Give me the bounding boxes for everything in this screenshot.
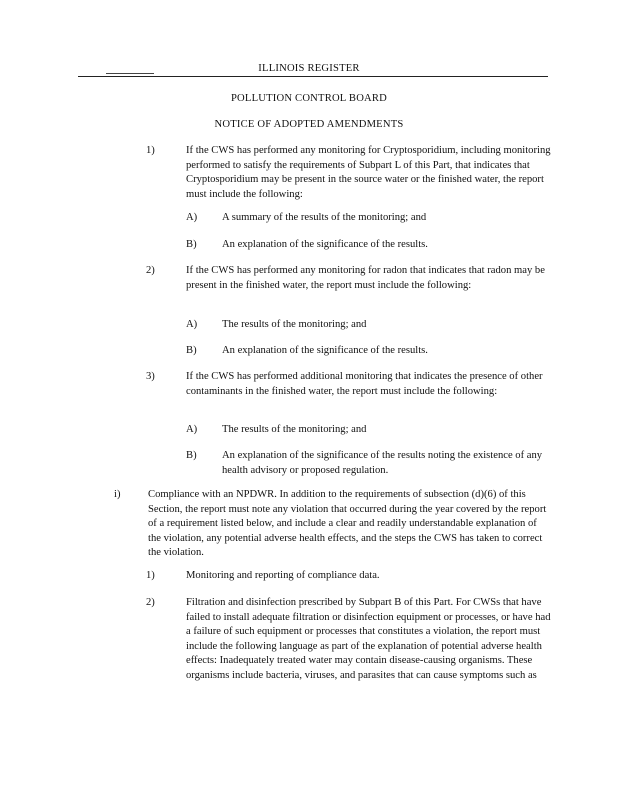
item-marker: B) bbox=[186, 450, 197, 461]
item-marker: 2) bbox=[146, 597, 155, 608]
item-text: Compliance with an NPDWR. In addition to the requirements of subsection (d)(6) of this Section, the report must note any violation that occurred during the year covered by the report of a requirement listed below, and include a clear and readily understandable explanation of the violation, any potential adverse health effects, and the steps the CWS has taken to correct the violation. bbox=[148, 489, 547, 559]
board-title: POLLUTION CONTROL BOARD bbox=[230, 93, 388, 104]
item-marker: 2) bbox=[146, 265, 155, 276]
notice-title: NOTICE OF ADOPTED AMENDMENTS bbox=[214, 119, 404, 130]
item-marker: 3) bbox=[146, 371, 155, 382]
item-text: The results of the monitoring; and bbox=[222, 319, 367, 330]
item-text: The results of the monitoring; and bbox=[222, 424, 367, 435]
register-title: ILLINOIS REGISTER bbox=[258, 63, 360, 74]
item-marker: A) bbox=[186, 319, 198, 330]
item-text: If the CWS has performed any monitoring for Cryptosporidium, including monitoring performed to satisfy the requirements of Subpart L of this Part, that indicates that Cryptosporidium may be present in the source water or the finished water, the report must include the following: bbox=[186, 145, 551, 200]
item-text: An explanation of the significance of the results noting the existence of any health advisory or proposed regulation. bbox=[222, 450, 543, 476]
item-text: Filtration and disinfection prescribed by Subpart B of this Part. For CWSs that have failed to install adequate filtration or disinfection equipment or processes, or have had a failure of such equipment or processes that constitutes a violation, the report must include the following language as part of the explanation of potential adverse health effects: Inadequately treated water may contain disease-causing organisms. These organisms include bacteria, viruses, and parasites that can cause symptoms such as bbox=[186, 597, 551, 681]
item-text: Monitoring and reporting of compliance data. bbox=[186, 570, 380, 581]
item-text: If the CWS has performed any monitoring for radon that indicates that radon may be present in the finished water, the report must include the following: bbox=[186, 265, 545, 291]
item-marker: B) bbox=[186, 345, 197, 356]
item-text: An explanation of the significance of the results. bbox=[222, 239, 428, 250]
item-marker: B) bbox=[186, 239, 197, 250]
item-marker: A) bbox=[186, 212, 198, 223]
item-marker: i) bbox=[114, 489, 121, 500]
item-text: A summary of the results of the monitoring; and bbox=[222, 212, 427, 223]
item-marker: A) bbox=[186, 424, 198, 435]
item-text: If the CWS has performed additional monitoring that indicates the presence of other contaminants in the finished water, the report must include the following: bbox=[186, 371, 543, 397]
item-marker: 1) bbox=[146, 145, 155, 156]
item-text: An explanation of the significance of the results. bbox=[222, 345, 428, 356]
item-marker: 1) bbox=[146, 570, 155, 581]
